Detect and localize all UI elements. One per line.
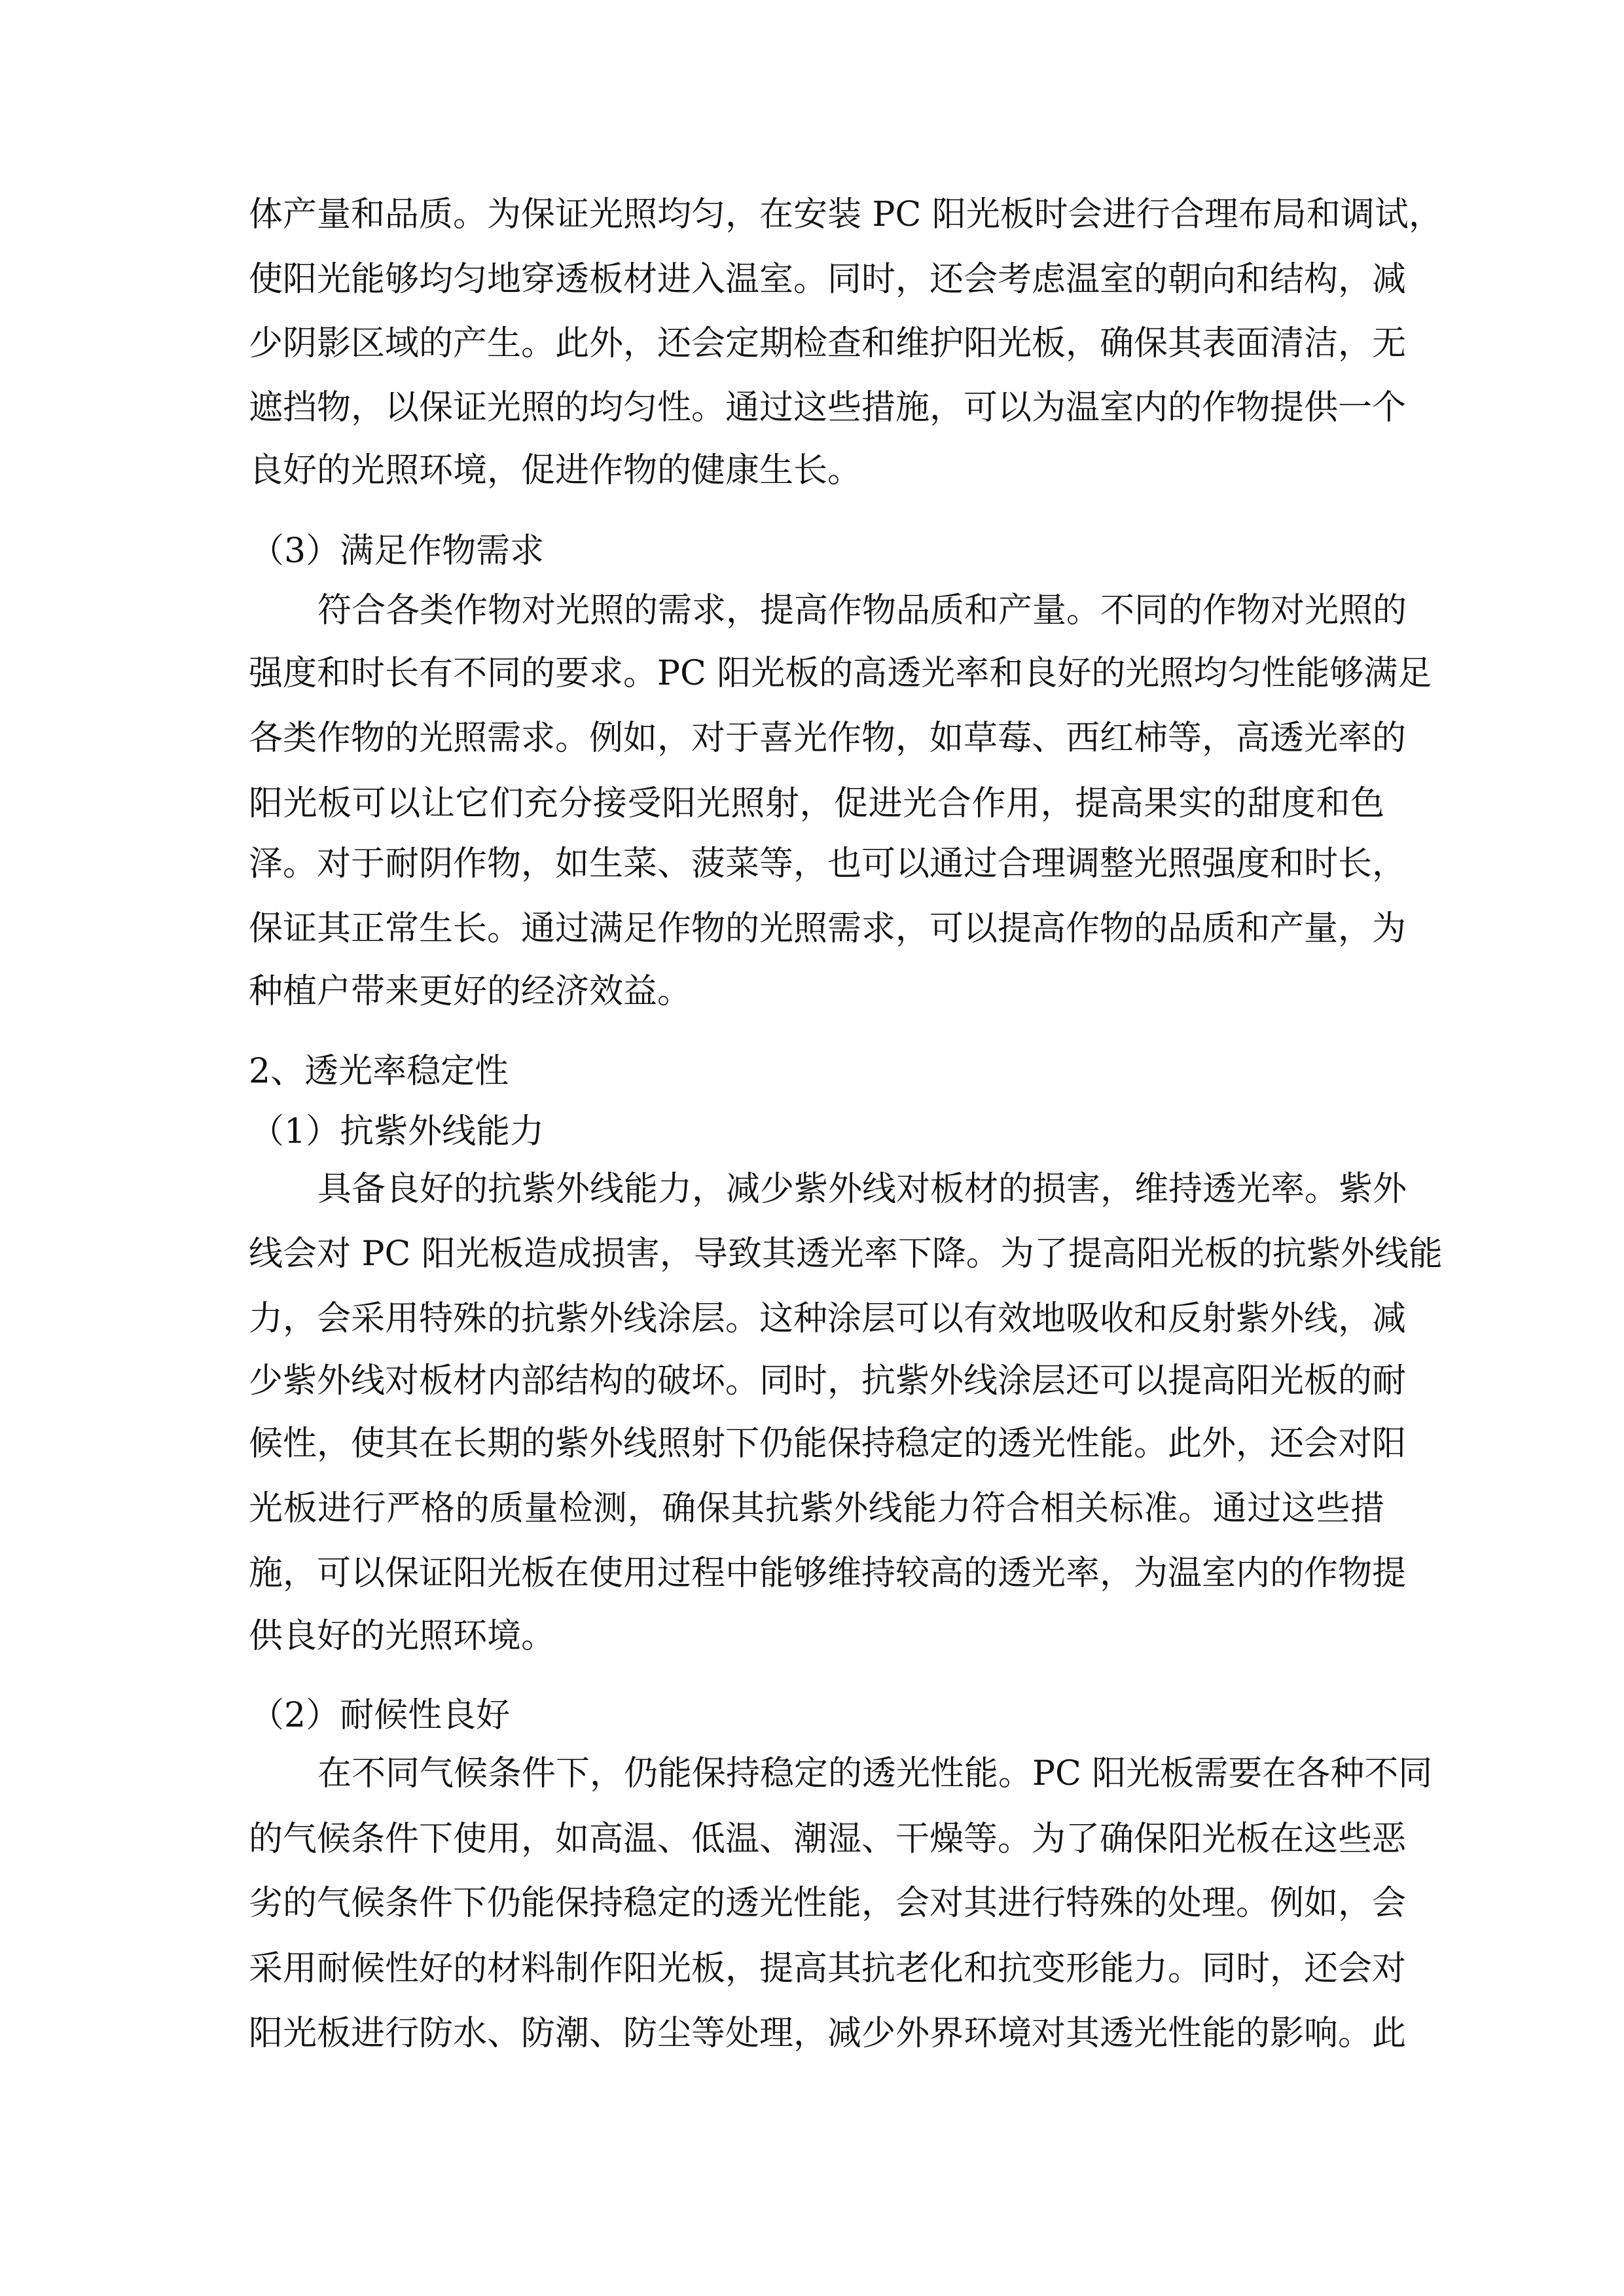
paragraph-line: 各类作物的光照需求。例如，对于喜光作物，如草莓、西红柿等，高透光率的 bbox=[249, 719, 1407, 758]
paragraph-line: 阳光板可以让它们充分接受阳光照射，促进光合作用，提高果实的甜度和色 bbox=[249, 784, 1384, 823]
paragraph-line: 使阳光能够均匀地穿透板材进入温室。同时，还会考虑温室的朝向和结构，减 bbox=[249, 260, 1407, 299]
paragraph-line: 采用耐候性好的材料制作阳光板，提高其抗老化和抗变形能力。同时，还会对 bbox=[249, 1949, 1407, 1988]
paragraph-line: 阳光板进行防水、防潮、防尘等处理，减少外界环境对其透光性能的影响。此 bbox=[249, 2014, 1407, 2053]
paragraph-line: 供良好的光照环境。 bbox=[249, 1617, 556, 1656]
paragraph-line: 遮挡物，以保证光照的均匀性。通过这些措施，可以为温室内的作物提供一个 bbox=[249, 388, 1407, 427]
paragraph-line: 强度和时长有不同的要求。PC 阳光板的高透光率和良好的光照均匀性能够满足 bbox=[249, 654, 1432, 693]
paragraph-line: 符合各类作物对光照的需求，提高作物品质和产量。不同的作物对光照的 bbox=[317, 591, 1407, 630]
paragraph-line: 良好的光照环境，促进作物的健康生长。 bbox=[249, 451, 862, 490]
paragraph-line: 体产量和品质。为保证光照均匀，在安装 PC 阳光板时会进行合理布局和调试， bbox=[249, 195, 1443, 234]
paragraph-line: 具备良好的抗紫外线能力，减少紫外线对板材的损害，维持透光率。紫外 bbox=[317, 1170, 1407, 1209]
paragraph-line: 种植户带来更好的经济效益。 bbox=[249, 972, 692, 1011]
paragraph-line: 保证其正常生长。通过满足作物的光照需求，可以提高作物的品质和产量，为 bbox=[249, 909, 1407, 948]
section-heading: （3）满足作物需求 bbox=[250, 531, 545, 571]
section-heading: 2、透光率稳定性 bbox=[249, 1052, 509, 1091]
paragraph-line: 少阴影区域的产生。此外，还会定期检查和维护阳光板，确保其表面清洁，无 bbox=[249, 324, 1407, 363]
paragraph-line: 少紫外线对板材内部结构的破坏。同时，抗紫外线涂层还可以提高阳光板的耐 bbox=[249, 1361, 1407, 1401]
paragraph-line: 力，会采用特殊的抗紫外线涂层。这种涂层可以有效地吸收和反射紫外线，减 bbox=[249, 1299, 1407, 1338]
paragraph-line: 的气候条件下使用，如高温、低温、潮湿、干燥等。为了确保阳光板在这些恶 bbox=[249, 1820, 1407, 1859]
paragraph-line: 光板进行严格的质量检测，确保其抗紫外线能力符合相关标准。通过这些措 bbox=[249, 1489, 1384, 1528]
paragraph-line: 在不同气候条件下，仍能保持稳定的透光性能。PC 阳光板需要在各种不同 bbox=[317, 1754, 1433, 1793]
paragraph-line: 施，可以保证阳光板在使用过程中能够维持较高的透光率，为温室内的作物提 bbox=[249, 1554, 1407, 1593]
paragraph-line: 劣的气候条件下仍能保持稳定的透光性能，会对其进行特殊的处理。例如，会 bbox=[249, 1884, 1407, 1923]
subsection-heading: （1）抗紫外线能力 bbox=[250, 1112, 545, 1151]
paragraph-line: 候性，使其在长期的紫外线照射下仍能保持稳定的透光性能。此外，还会对阳 bbox=[249, 1424, 1407, 1463]
subsection-heading: （2）耐候性良好 bbox=[250, 1696, 511, 1735]
paragraph-line: 泽。对于耐阴作物，如生菜、菠菜等，也可以通过合理调整光照强度和时长， bbox=[249, 844, 1407, 884]
paragraph-line: 线会对 PC 阳光板造成损害，导致其透光率下降。为了提高阳光板的抗紫外线能 bbox=[249, 1234, 1443, 1274]
